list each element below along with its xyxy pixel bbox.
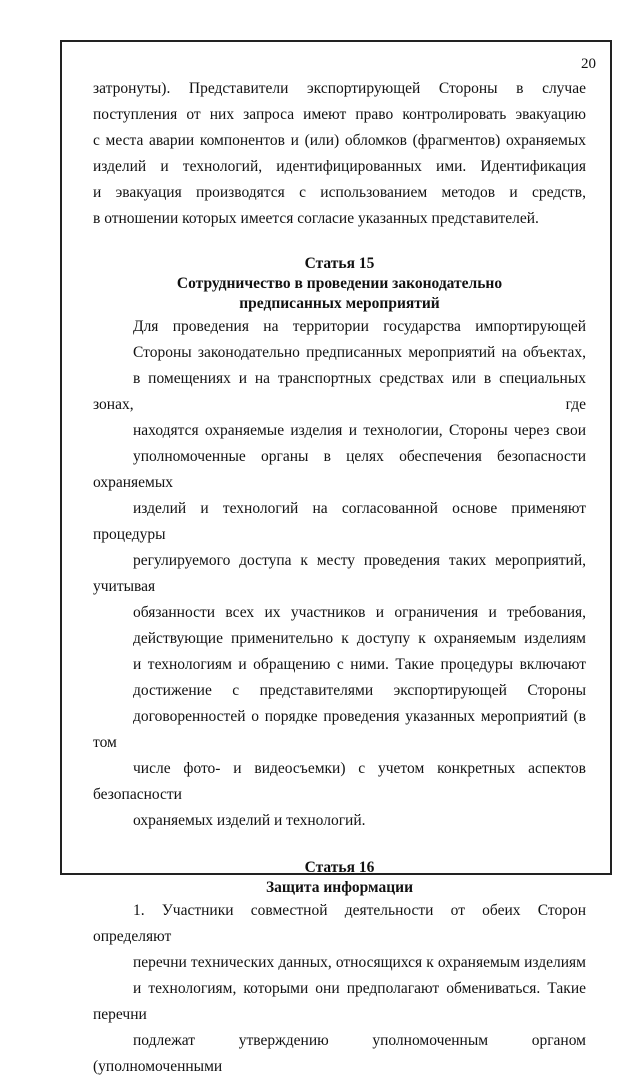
text-line: в помещениях и на транспортных средствах или в специальных зонах, где — [93, 370, 586, 413]
text-line: уполномоченные органы в целях обеспечения безопасности охраняемых — [93, 448, 586, 491]
text-line: действующие применительно к доступу к охраняемым изделиям — [133, 630, 586, 647]
article-15-title-line-1: Сотрудничество в проведении законодательно — [176, 275, 503, 292]
text-line: изделий и технологий на согласованной основе применяют процедуры — [93, 500, 586, 543]
document-body — [93, 76, 586, 1080]
text-line: договоренностей о порядке проведения указанных мероприятий (в том — [93, 708, 586, 751]
article-15-heading — [93, 254, 586, 314]
text-line: Для проведения на территории государства импортирующей — [133, 318, 586, 335]
text-line: Стороны законодательно предписанных мероприятий на объектах, — [133, 344, 586, 361]
intro-paragraph — [93, 76, 586, 232]
article-16-number: Статья 16 — [304, 859, 375, 876]
article-15-paragraph — [93, 314, 586, 834]
text-line: числе фото- и видеосъемки) с учетом конкретных аспектов безопасности — [93, 760, 586, 803]
article-16-heading — [93, 858, 586, 898]
article-15-number: Статья 15 — [304, 255, 375, 272]
text-line: обязанности всех их участников и ограничения и требования, — [133, 604, 586, 621]
text-line: затронуты). Представители экспортирующей Стороны в случае — [93, 80, 586, 97]
article-16-paragraph — [93, 898, 586, 1080]
text-line: и технологиям, которыми они предполагают обмениваться. Такие перечни — [93, 980, 586, 1023]
text-line: подлежат утверждению уполномоченным органом (уполномоченными — [93, 1032, 586, 1075]
text-line: с места аварии компонентов и (или) обломков (фрагментов) охраняемых — [93, 132, 586, 149]
text-line: находятся охраняемые изделия и технологии, Стороны через свои — [133, 422, 586, 439]
text-line: достижение с представителями экспортирующей Стороны — [133, 682, 586, 699]
article-16-title: Защита информации — [265, 879, 414, 896]
text-line: и эвакуация производятся с использованием методов и средств, — [93, 184, 586, 201]
text-line: и технологиям и обращению с ними. Такие процедуры включают — [133, 656, 586, 673]
text-line: изделий и технологий, идентифицированных ими. Идентификация — [93, 158, 586, 175]
text-line: 1. Участники совместной деятельности от обеих Сторон определяют — [93, 902, 586, 945]
text-line: поступления от них запроса имеют право контролировать эвакуацию — [93, 106, 586, 123]
text-line: регулируемого доступа к месту проведения таких мероприятий, учитывая — [93, 552, 586, 595]
article-15-title-line-2: предписанных мероприятий — [239, 295, 440, 312]
text-line: в отношении которых имеется согласие указанных представителей. — [93, 210, 539, 227]
text-line: перечни технических данных, относящихся к охраняемым изделиям — [133, 954, 586, 971]
page-number: 20 — [581, 56, 596, 72]
text-line: охраняемых изделий и технологий. — [133, 812, 366, 829]
